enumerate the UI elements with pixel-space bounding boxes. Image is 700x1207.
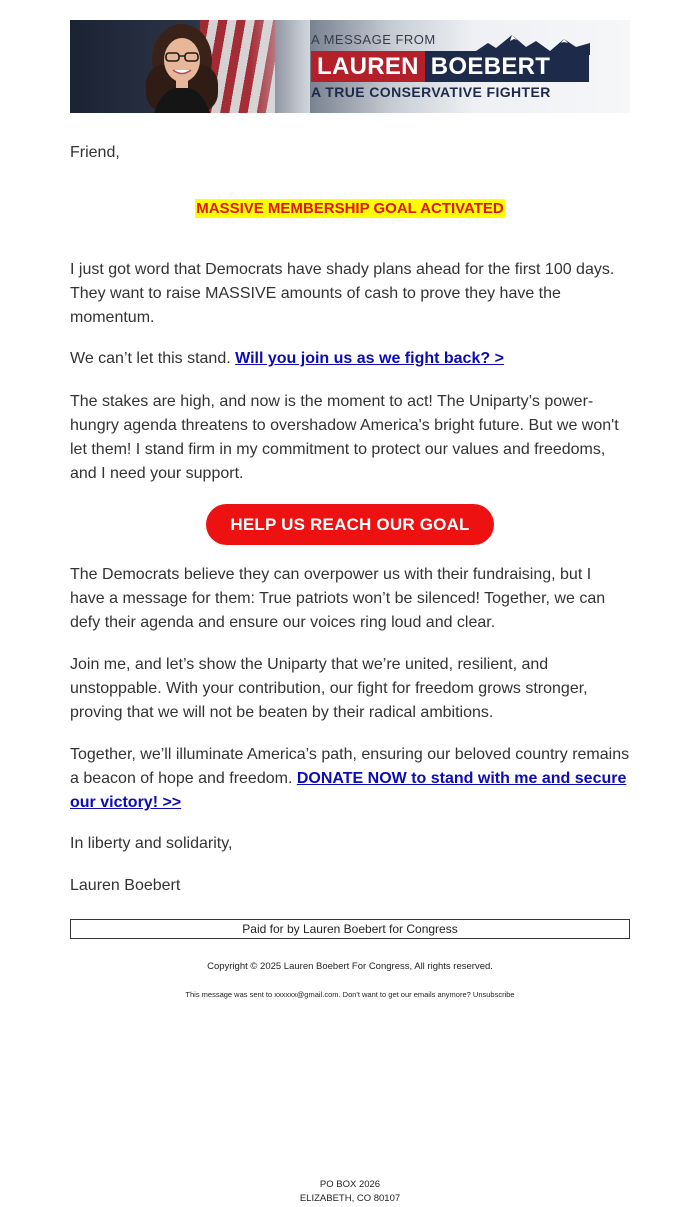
paragraph-1: I just got word that Democrats have shady plans ahead for the first 100 days. They want to raise MASSIVE amounts of cash to prove they have the momentum.: [70, 261, 615, 326]
join-fight-link[interactable]: Will you join us as we fight back? >: [235, 350, 504, 367]
portrait-image: [132, 20, 232, 113]
address-line-1: PO BOX 2026: [319, 1179, 381, 1190]
candidate-last-name: BOEBERT: [430, 52, 551, 80]
paragraph-4: The Democrats believe they can overpower us with their fundraising, but I have a message for them: True patriots won’t be silenced! Together, we can defy their agenda and ensure our voices ring loud and clear.: [70, 566, 606, 631]
paragraph-3: The stakes are high, and now is the moment to act! The Uniparty’s power-hungry agenda threatens to overshadow America's bright future. But we won't let them! I stand firm in my commitment to protect our values and freedoms, and I need your support.: [70, 393, 619, 482]
paragraph-2: [70, 347, 630, 371]
paragraph-6: [70, 743, 630, 815]
help-reach-goal-button[interactable]: HELP US REACH OUR GOAL: [206, 504, 494, 545]
copyright-notice: Copyright © 2025 Lauren Boebert For Congress, All rights reserved.: [207, 961, 493, 972]
message-from-label: A MESSAGE FROM: [311, 32, 436, 47]
header-banner: [70, 20, 630, 113]
greeting: Friend,: [70, 144, 120, 161]
highlight-heading: MASSIVE MEMBERSHIP GOAL ACTIVATED: [196, 200, 504, 217]
donate-now-link[interactable]: DONATE NOW to stand with me and secure our victory! >>: [70, 770, 627, 811]
signoff: In liberty and solidarity,: [70, 835, 233, 852]
paid-for-disclaimer: Paid for by Lauren Boebert for Congress: [70, 919, 630, 939]
cta-container: [70, 504, 630, 545]
email-body: [70, 20, 630, 1204]
candidate-tagline: A TRUE CONSERVATIVE FIGHTER: [311, 84, 551, 100]
sent-to-notice[interactable]: This message was sent to xxxxxx@gmail.com. Don't want to get our emails anymore? Unsubscribe: [185, 990, 515, 999]
paragraph-5: Join me, and let’s show the Uniparty that we’re united, resilient, and unstoppable. With your contribution, our fight for freedom grows stronger, proving that we will not be beaten by their radical ambitions.: [70, 656, 588, 721]
signature: Lauren Boebert: [70, 877, 181, 894]
address-line-2: ELIZABETH, CO 80107: [299, 1193, 401, 1204]
mailing-address: [70, 1178, 630, 1206]
candidate-first-name: LAUREN: [311, 51, 425, 82]
paragraph-2-text: We can’t let this stand.: [70, 350, 236, 367]
candidate-name-block: [311, 51, 589, 82]
highlight-heading-container: [70, 200, 630, 218]
paragraph-6-text: Together, we’ll illuminate America’s path, ensuring our beloved country remains a beacon of hope and freedom.: [70, 746, 630, 787]
